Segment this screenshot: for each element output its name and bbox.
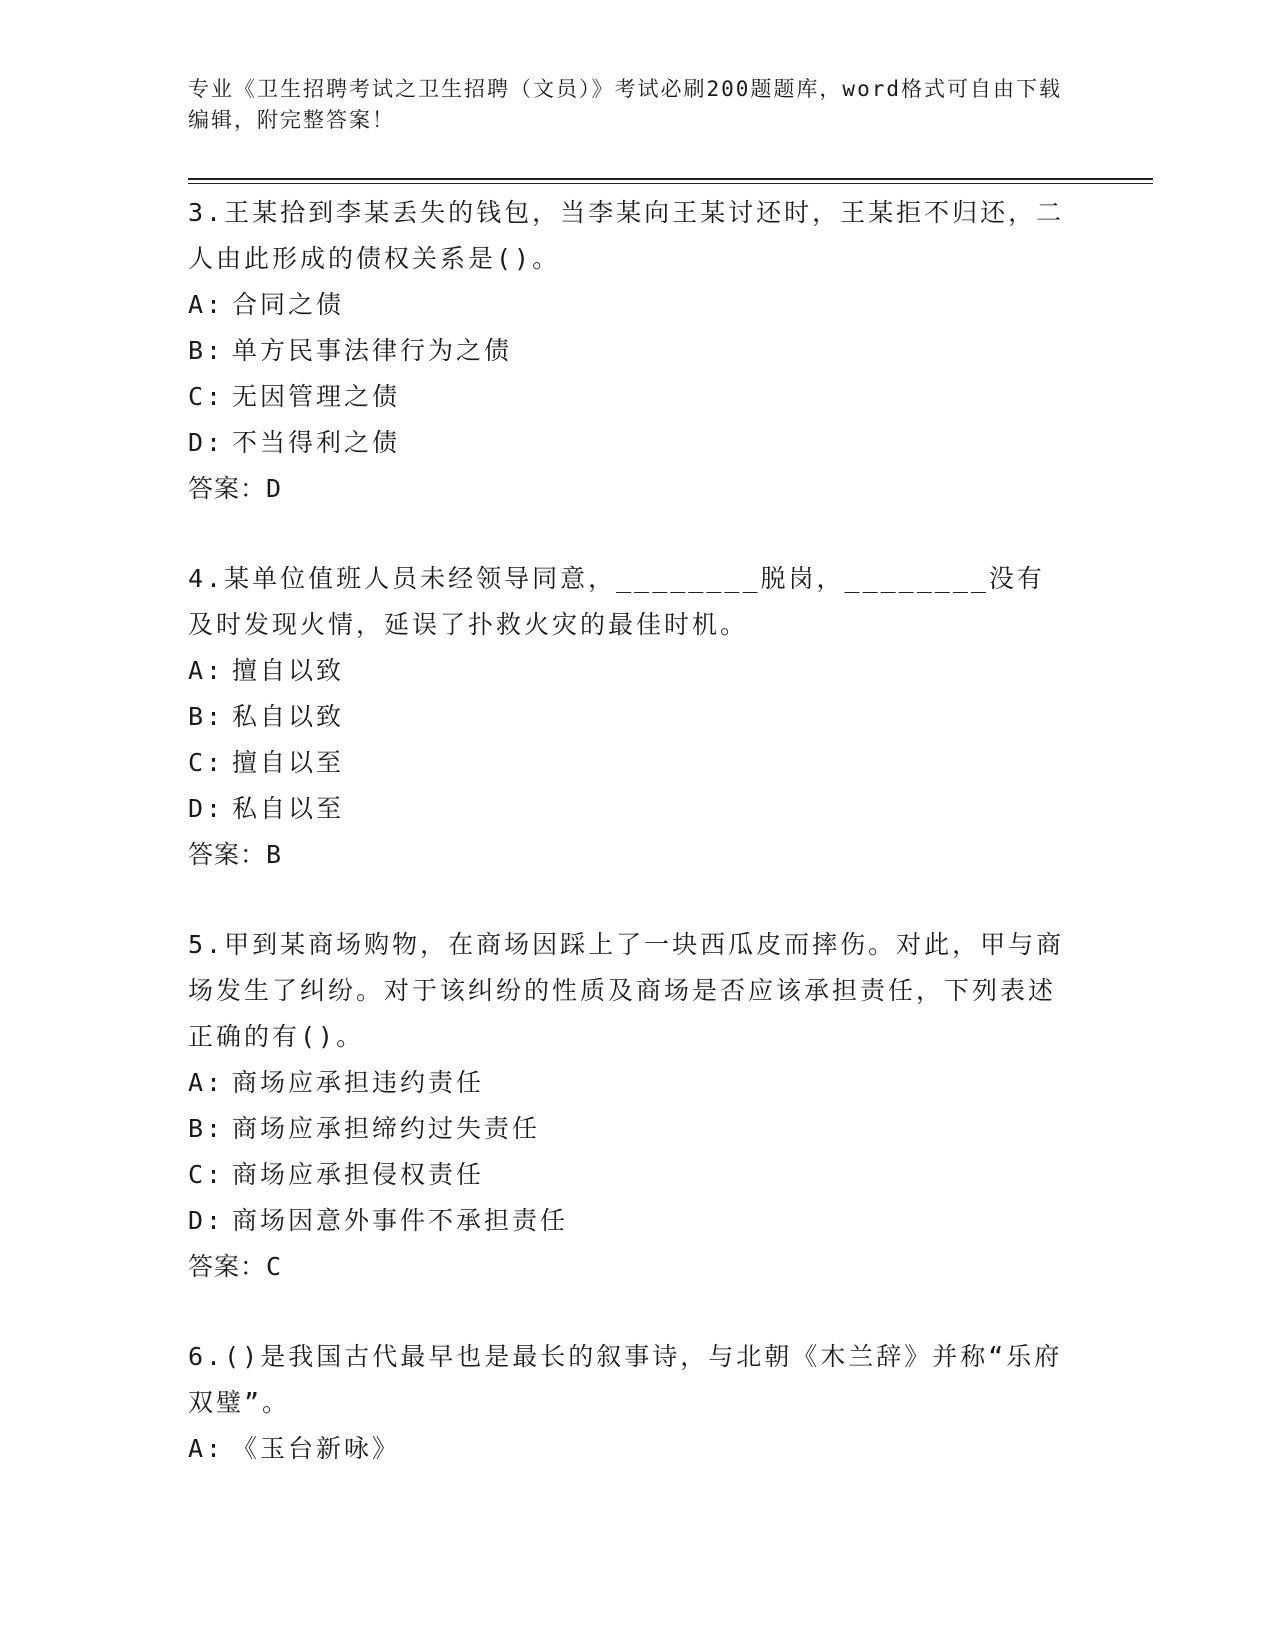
option-text: 私自以致 xyxy=(232,702,345,731)
option-list xyxy=(188,282,1068,466)
option-text: 商场因意外事件不承担责任 xyxy=(232,1206,569,1235)
option-text: 私自以至 xyxy=(232,794,345,823)
answer-line: 答案：C xyxy=(188,1252,283,1281)
option-text: 不当得利之债 xyxy=(232,428,401,457)
option-key: C: xyxy=(188,382,225,411)
option-text: 商场应承担缔约过失责任 xyxy=(232,1114,541,1143)
option-b xyxy=(188,694,1068,740)
option-d xyxy=(188,786,1068,832)
option-key: C: xyxy=(188,748,225,777)
option-list xyxy=(188,1060,1068,1244)
question-stem: 4.某单位值班人员未经领导同意，________脱岗，________没有及时发现火情，延误了扑救火灾的最佳时机。 xyxy=(188,564,1045,639)
option-a xyxy=(188,1060,1068,1106)
option-list xyxy=(188,648,1068,832)
question-stem: 5.甲到某商场购物，在商场因踩上了一块西瓜皮而摔伤。对此，甲与商场发生了纠纷。对于该纠纷的性质及商场是否应该承担责任，下列表述正确的有()。 xyxy=(188,930,1065,1051)
question-stem: 3.王某拾到李某丢失的钱包，当李某向王某讨还时，王某拒不归还，二人由此形成的债权关系是()。 xyxy=(188,198,1065,273)
question-3 xyxy=(188,190,1068,512)
option-text: 商场应承担侵权责任 xyxy=(232,1160,485,1189)
option-text: 无因管理之债 xyxy=(232,382,401,411)
option-c xyxy=(188,374,1068,420)
option-a xyxy=(188,1426,1068,1472)
option-key: A: xyxy=(188,290,225,319)
option-b xyxy=(188,1106,1068,1152)
option-text: 单方民事法律行为之债 xyxy=(232,336,513,365)
question-list xyxy=(188,190,1068,1516)
question-6 xyxy=(188,1334,1068,1472)
option-key: D: xyxy=(188,1206,225,1235)
answer-line: 答案：D xyxy=(188,474,283,503)
option-text: 合同之债 xyxy=(232,290,345,319)
option-key: D: xyxy=(188,794,225,823)
option-a xyxy=(188,282,1068,328)
option-text: 《玉台新咏》 xyxy=(232,1434,401,1463)
option-d xyxy=(188,1198,1068,1244)
header-divider-thin xyxy=(188,183,1153,184)
answer-line: 答案：B xyxy=(188,840,283,869)
option-key: B: xyxy=(188,1114,225,1143)
option-list xyxy=(188,1426,1068,1472)
option-key: B: xyxy=(188,336,225,365)
option-b xyxy=(188,328,1068,374)
document-header: 专业《卫生招聘考试之卫生招聘（文员）》考试必刷200题题库，word格式可自由下载编辑，附完整答案！ xyxy=(188,77,1062,132)
option-key: B: xyxy=(188,702,225,731)
question-5 xyxy=(188,922,1068,1290)
option-d xyxy=(188,420,1068,466)
option-key: D: xyxy=(188,428,225,457)
question-4 xyxy=(188,556,1068,878)
option-key: A: xyxy=(188,656,225,685)
option-text: 商场应承担违约责任 xyxy=(232,1068,485,1097)
header-divider-thick xyxy=(188,178,1153,180)
option-c xyxy=(188,1152,1068,1198)
question-stem: 6.()是我国古代最早也是最长的叙事诗，与北朝《木兰辞》并称“乐府双璧”。 xyxy=(188,1342,1063,1417)
option-text: 擅自以至 xyxy=(232,748,345,777)
option-key: A: xyxy=(188,1434,225,1463)
option-key: C: xyxy=(188,1160,225,1189)
option-a xyxy=(188,648,1068,694)
option-text: 擅自以致 xyxy=(232,656,345,685)
option-key: A: xyxy=(188,1068,225,1097)
option-c xyxy=(188,740,1068,786)
